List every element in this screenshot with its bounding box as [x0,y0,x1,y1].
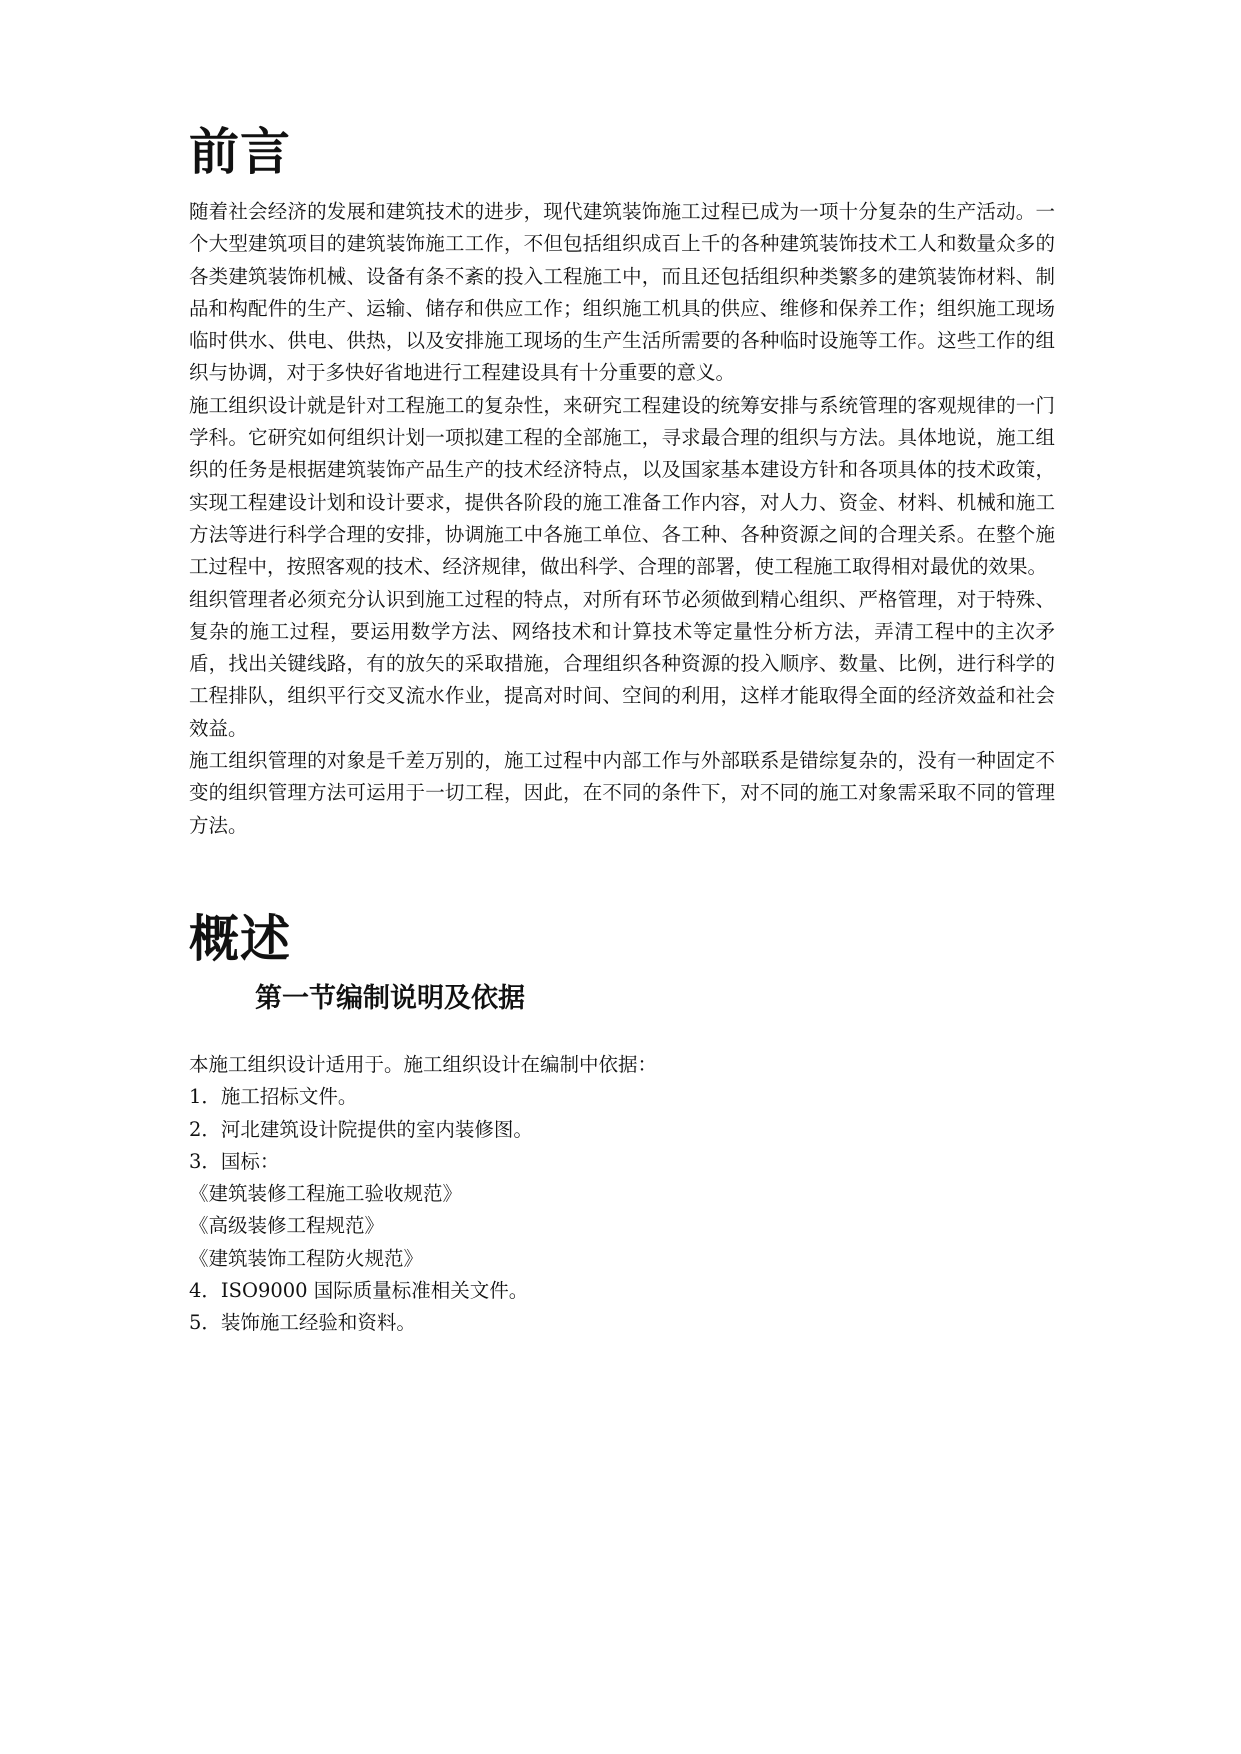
basis-item: 3．国标： [189,1149,280,1173]
basis-intro: 本施工组织设计适用于。施工组织设计在编制中依据： [189,1052,658,1076]
standard-item: 《高级装修工程规范》 [189,1214,385,1238]
standard-item: 《建筑装修工程施工验收规范》 [189,1182,463,1206]
document-content [189,120,1055,1340]
basis-item: 2．河北建筑设计院提供的室内装修图。 [189,1117,533,1141]
section-heading: 第一节编制说明及依据 [255,982,525,1014]
basis-item: 1．施工招标文件。 [189,1085,358,1109]
overview-heading: 概述 [189,909,291,968]
standard-item: 《建筑装饰工程防火规范》 [189,1246,424,1270]
basis-item: 4．ISO9000 国际质量标准相关文件。 [189,1279,529,1303]
preface-paragraph-1: 随着社会经济的发展和建筑技术的进步，现代建筑装饰施工过程已成为一项十分复杂的生产活动。一个大型建筑项目的建筑装饰施工工作，不但包括组织成百上千的各种建筑装饰技术工人和数量众多的各类建筑装饰机械、设备有条不紊的投入工程施工中，而且还包括组织种类繁多的建筑装饰材料、制品和构配件的生产、运输、储存和供应工作；组织施工机具的供应、维修和保养工作；组织施工现场临时供水、供电、供热，以及安排施工现场的生产生活所需要的各种临时设施等工作。这些工作的组织与协调，对于多快好省地进行工程建设具有十分重要的意义。 [189,200,1055,385]
preface-paragraph-4: 施工组织管理的对象是千差万别的，施工过程中内部工作与外部联系是错综复杂的，没有一种固定不变的组织管理方法可运用于一切工程，因此，在不同的条件下，对不同的施工对象需采取不同的管理方法。 [189,749,1055,837]
preface-paragraph-3: 组织管理者必须充分认识到施工过程的特点，对所有环节必须做到精心组织、严格管理，对于特殊、复杂的施工过程，要运用数学方法、网络技术和计算技术等定量性分析方法，弄清工程中的主次矛盾，找出关键线路，有的放矢的采取措施，合理组织各种资源的投入顺序、数量、比例，进行科学的工程排队，组织平行交叉流水作业，提高对时间、空间的利用，这样才能取得全面的经济效益和社会效益。 [189,587,1055,740]
preface-heading: 前言 [189,123,291,181]
basis-item: 5．装饰施工经验和资料。 [189,1311,416,1335]
section-spacer [189,842,1055,907]
preface-paragraph-2: 施工组织设计就是针对工程施工的复杂性，来研究工程建设的统筹安排与系统管理的客观规律的一门学科。它研究如何组织计划一项拟建工程的全部施工，寻求最合理的组织与方法。具体地说，施工组织的任务是根据建筑装饰产品生产的技术经济特点，以及国家基本建设方针和各项具体的技术政策，实现工程建设计划和设计要求，提供各阶段的施工准备工作内容，对人力、资金、材料、机械和施工方法等进行科学合理的安排，协调施工中各施工单位、各工种、各种资源之间的合理关系。在整个施工过程中，按照客观的技术、经济规律，做出科学、合理的部署，使工程施工取得相对最优的效果。 [189,393,1055,579]
